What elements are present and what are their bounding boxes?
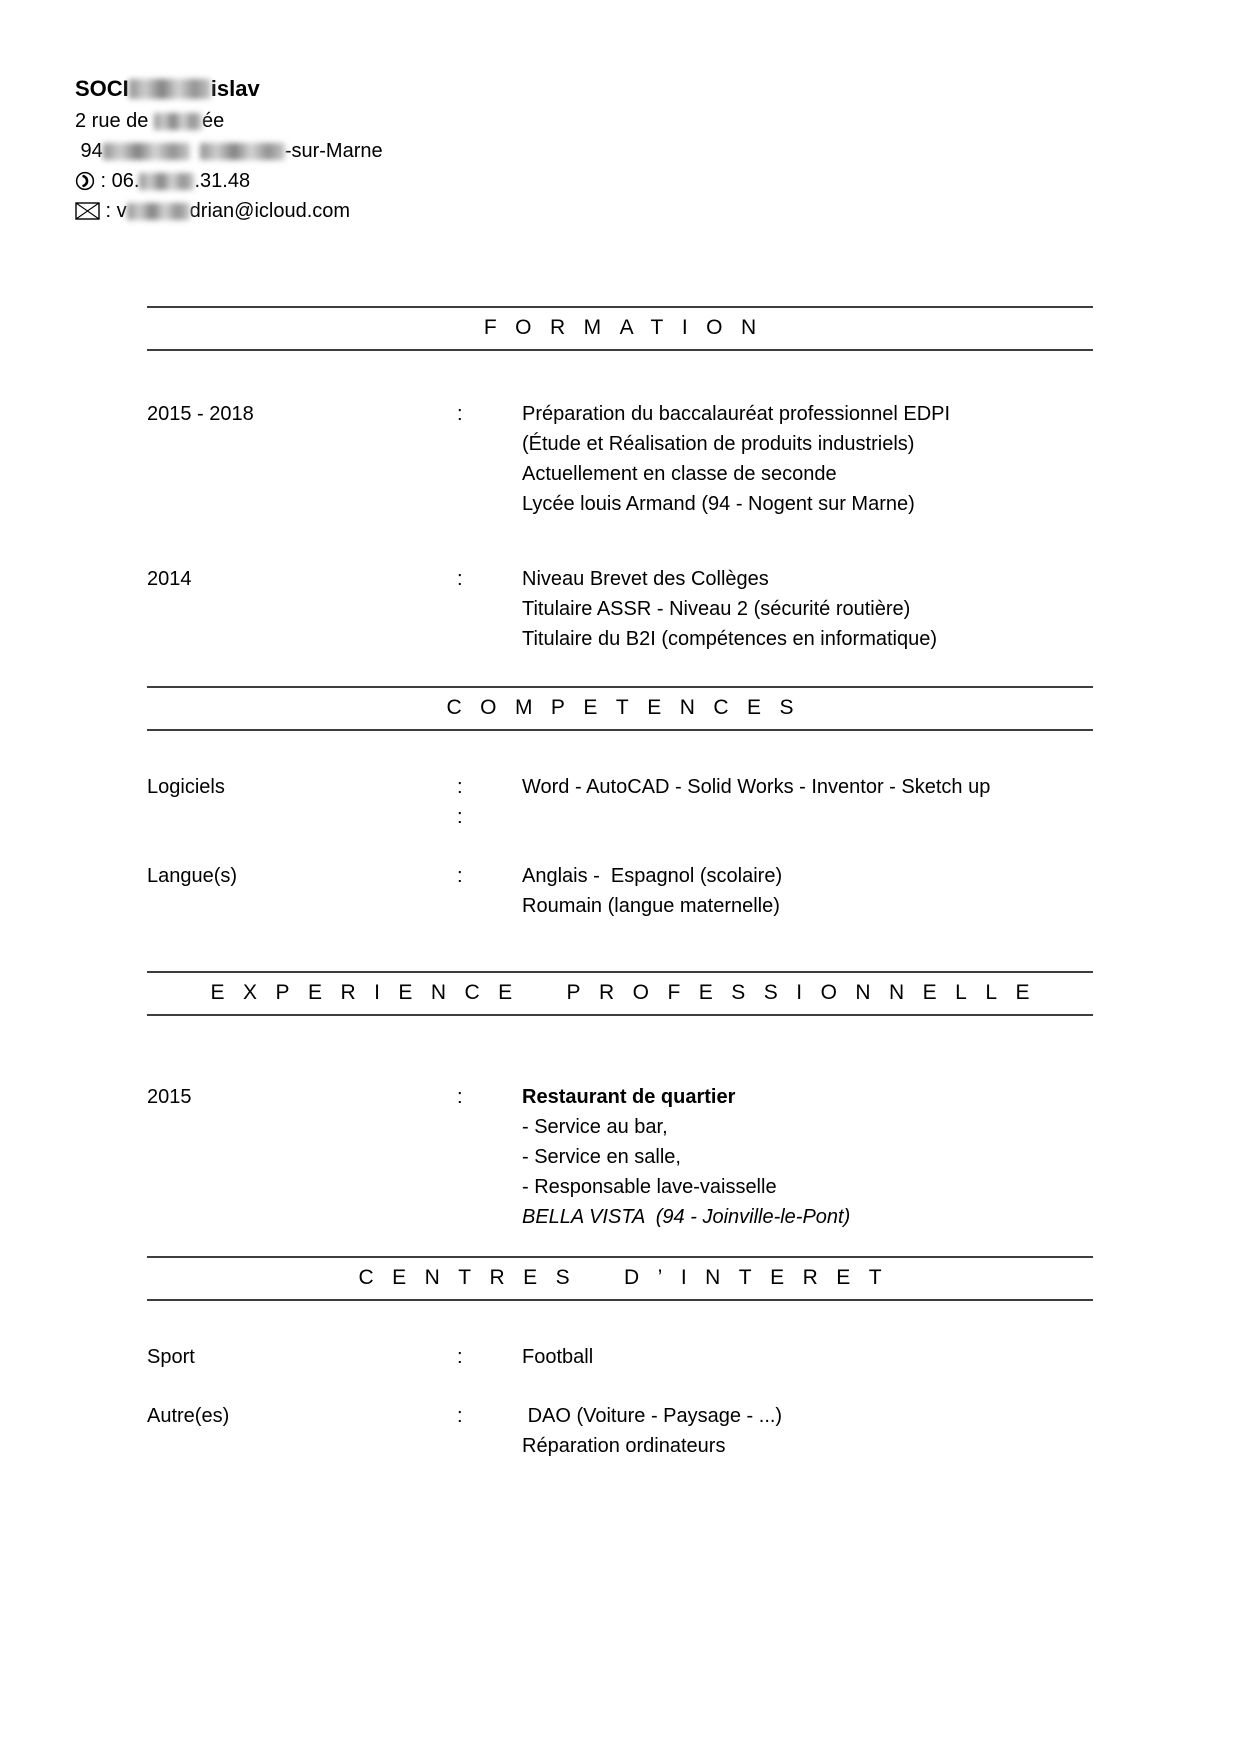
- competences-row-logiciels: [147, 772, 1097, 832]
- address-line-2: [75, 136, 383, 166]
- row-label: Sport: [147, 1346, 195, 1368]
- email-line: [75, 196, 383, 226]
- content-line: Titulaire du B2I (compétences en informatique): [522, 628, 938, 650]
- redacted-name: [129, 79, 211, 99]
- employer-name: Restaurant de quartier: [522, 1086, 736, 1108]
- section-heading-formation: FORMATION: [147, 306, 1093, 351]
- contact-block: [75, 72, 383, 226]
- interets-row-sport: [147, 1342, 1097, 1372]
- content-line: Titulaire ASSR - Niveau 2 (sécurité routière): [522, 598, 911, 620]
- name-visible-suffix: islav: [210, 76, 260, 101]
- person-name: [75, 72, 383, 106]
- formation-row-2014: [147, 564, 1097, 654]
- section-heading-competences: COMPETENCES: [147, 686, 1093, 731]
- address2-suffix: -sur-Marne: [284, 140, 383, 162]
- phone-line: [75, 166, 383, 196]
- row-colon: : :: [457, 776, 463, 828]
- phone-prefix: 06.: [111, 170, 140, 192]
- email-prefix: v: [116, 200, 127, 222]
- redacted-street: [154, 113, 202, 130]
- redacted-email-part: [127, 203, 190, 220]
- content-line: Football: [522, 1346, 594, 1368]
- row-label: 2014: [147, 568, 192, 590]
- row-colon: :: [457, 403, 463, 425]
- row-content: [522, 1401, 1097, 1461]
- content-line: Niveau Brevet des Collèges: [522, 568, 769, 590]
- content-line: Lycée louis Armand (94 - Nogent sur Marne): [522, 493, 915, 515]
- address2-prefix: 94: [75, 140, 103, 162]
- redacted-zip: [103, 143, 190, 160]
- content-line: DAO (Voiture - Paysage - ...): [522, 1405, 783, 1427]
- interets-row-autres: [147, 1401, 1097, 1461]
- row-content: [522, 772, 1097, 832]
- section-heading-interets: CENTRES D’INTERET: [147, 1256, 1093, 1301]
- experience-row-2015: [147, 1082, 1097, 1232]
- row-label: Autre(es): [147, 1405, 230, 1427]
- section-heading-experience: EXPERIENCE PROFESSIONNELLE: [147, 971, 1093, 1016]
- email-separator: :: [100, 200, 117, 222]
- row-colon: :: [457, 1086, 463, 1108]
- redacted-phone-digits: [139, 173, 194, 190]
- name-visible-prefix: SOCI: [75, 76, 129, 101]
- employer-location: BELLA VISTA (94 - Joinville-le-Pont): [522, 1206, 851, 1228]
- address-line-1: [75, 106, 383, 136]
- row-label: Langue(s): [147, 865, 238, 887]
- row-content: [522, 1342, 1097, 1372]
- formation-row-2015-2018: [147, 399, 1097, 519]
- content-line: (Étude et Réalisation de produits industriels): [522, 433, 915, 455]
- address1-prefix: 2 rue de: [75, 110, 154, 132]
- row-label: 2015 - 2018: [147, 403, 254, 425]
- email-suffix: drian@icloud.com: [189, 200, 351, 222]
- phone-separator: :: [95, 170, 112, 192]
- row-content: [522, 564, 1097, 654]
- row-colon: :: [457, 865, 463, 887]
- content-line: Anglais - Espagnol (scolaire): [522, 865, 783, 887]
- row-content: [522, 1082, 1097, 1232]
- address1-suffix: ée: [201, 110, 225, 132]
- row-colon: :: [457, 568, 463, 590]
- content-line: - Service au bar,: [522, 1116, 668, 1138]
- row-label: Logiciels: [147, 776, 225, 798]
- phone-icon: [75, 171, 95, 191]
- content-line: - Responsable lave-vaisselle: [522, 1176, 777, 1198]
- row-colon: :: [457, 1346, 463, 1368]
- content-line: Roumain (langue maternelle): [522, 895, 780, 917]
- content-line: Préparation du baccalauréat professionnel EDPI: [522, 403, 951, 425]
- phone-suffix: .31.48: [194, 170, 251, 192]
- content-line: - Service en salle,: [522, 1146, 681, 1168]
- redacted-city: [200, 143, 285, 160]
- row-content: [522, 399, 1097, 519]
- row-content: [522, 861, 1097, 921]
- competences-row-langues: [147, 861, 1097, 921]
- envelope-icon: [75, 202, 100, 220]
- content-line: Actuellement en classe de seconde: [522, 463, 837, 485]
- content-line: Réparation ordinateurs: [522, 1435, 726, 1457]
- content-line: Word - AutoCAD - Solid Works - Inventor - Sketch up: [522, 776, 991, 798]
- row-label: 2015: [147, 1086, 192, 1108]
- row-colon: :: [457, 1405, 463, 1427]
